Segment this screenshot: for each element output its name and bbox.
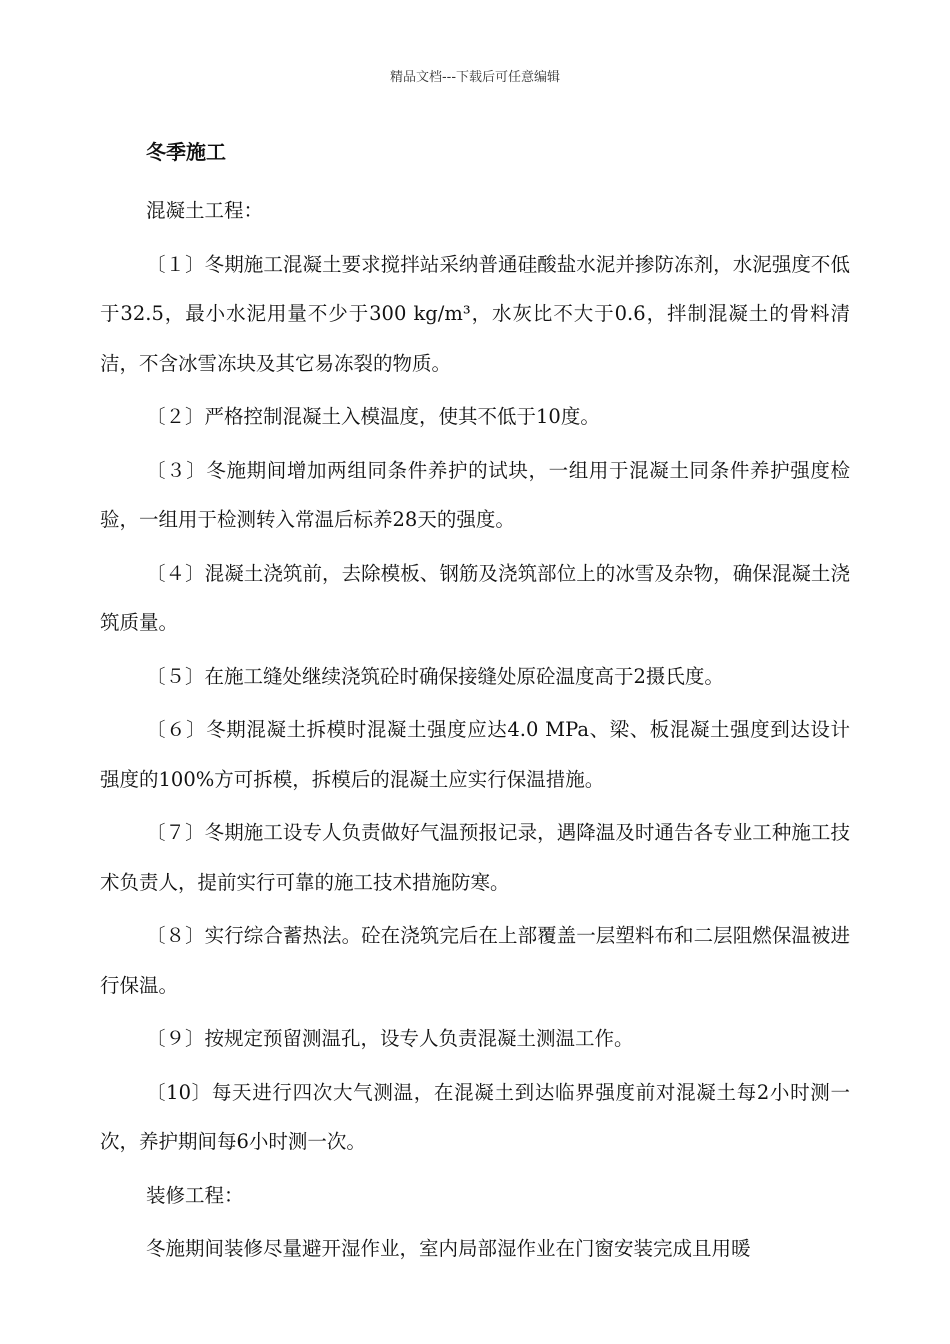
list-item-7: 〔７〕冬期施工设专人负责做好气温预报记录，遇降温及时通告各专业工种施工技术负责人，提前实行可靠的施工技术措施防寒。: [100, 821, 850, 894]
page-header: 精品文档---下载后可任意编辑: [389, 70, 561, 85]
list-item-8: 〔８〕实行综合蓄热法。砼在浇筑完后在上部覆盖一层塑料布和二层阻燃保温被进行保温。: [100, 924, 850, 997]
list-item-2: 〔２〕严格控制混凝土入模温度，使其不低于10度。: [146, 405, 600, 428]
list-item-1: 〔１〕冬期施工混凝土要求搅拌站采纳普通硅酸盐水泥并掺防冻剂，水泥强度不低于32.5，最小水泥用量不少于300 kg/m³，水灰比不大于0.6，拌制混凝土的骨料清洁，不含冰雪冻块及其它易冻裂的物质。: [100, 252, 850, 375]
list-item-10: 〔10〕每天进行四次大气测温，在混凝土到达临界强度前对混凝土每2小时测一次，养护期间每6小时测一次。: [100, 1080, 850, 1153]
list-item-4: 〔４〕混凝土浇筑前，去除模板、钢筋及浇筑部位上的冰雪及杂物，确保混凝土浇筑质量。: [100, 561, 850, 634]
decoration-paragraph: 冬施期间装修尽量避开湿作业，室内局部湿作业在门窗安装完成且用暖: [146, 1237, 751, 1260]
list-item-6: 〔６〕冬期混凝土拆模时混凝土强度应达4.0 MPa、梁、板混凝土强度到达设计强度的100%方可拆模，拆模后的混凝土应实行保温措施。: [100, 718, 850, 791]
list-item-5: 〔５〕在施工缝处继续浇筑砼时确保接缝处原砼温度高于2摄氏度。: [146, 664, 724, 688]
section-heading-concrete: 混凝土工程：: [146, 199, 264, 222]
section-heading-decoration: 装修工程：: [146, 1183, 244, 1207]
list-item-9: 〔９〕按规定预留测温孔，设专人负责混凝土测温工作。: [146, 1027, 634, 1050]
document-body: [100, 132, 850, 1274]
list-item-3: 〔３〕冬施期间增加两组同条件养护的试块，一组用于混凝土同条件养护强度检验，一组用于检测转入常温后标养28天的强度。: [100, 458, 850, 531]
document-title: 冬季施工: [146, 140, 226, 164]
